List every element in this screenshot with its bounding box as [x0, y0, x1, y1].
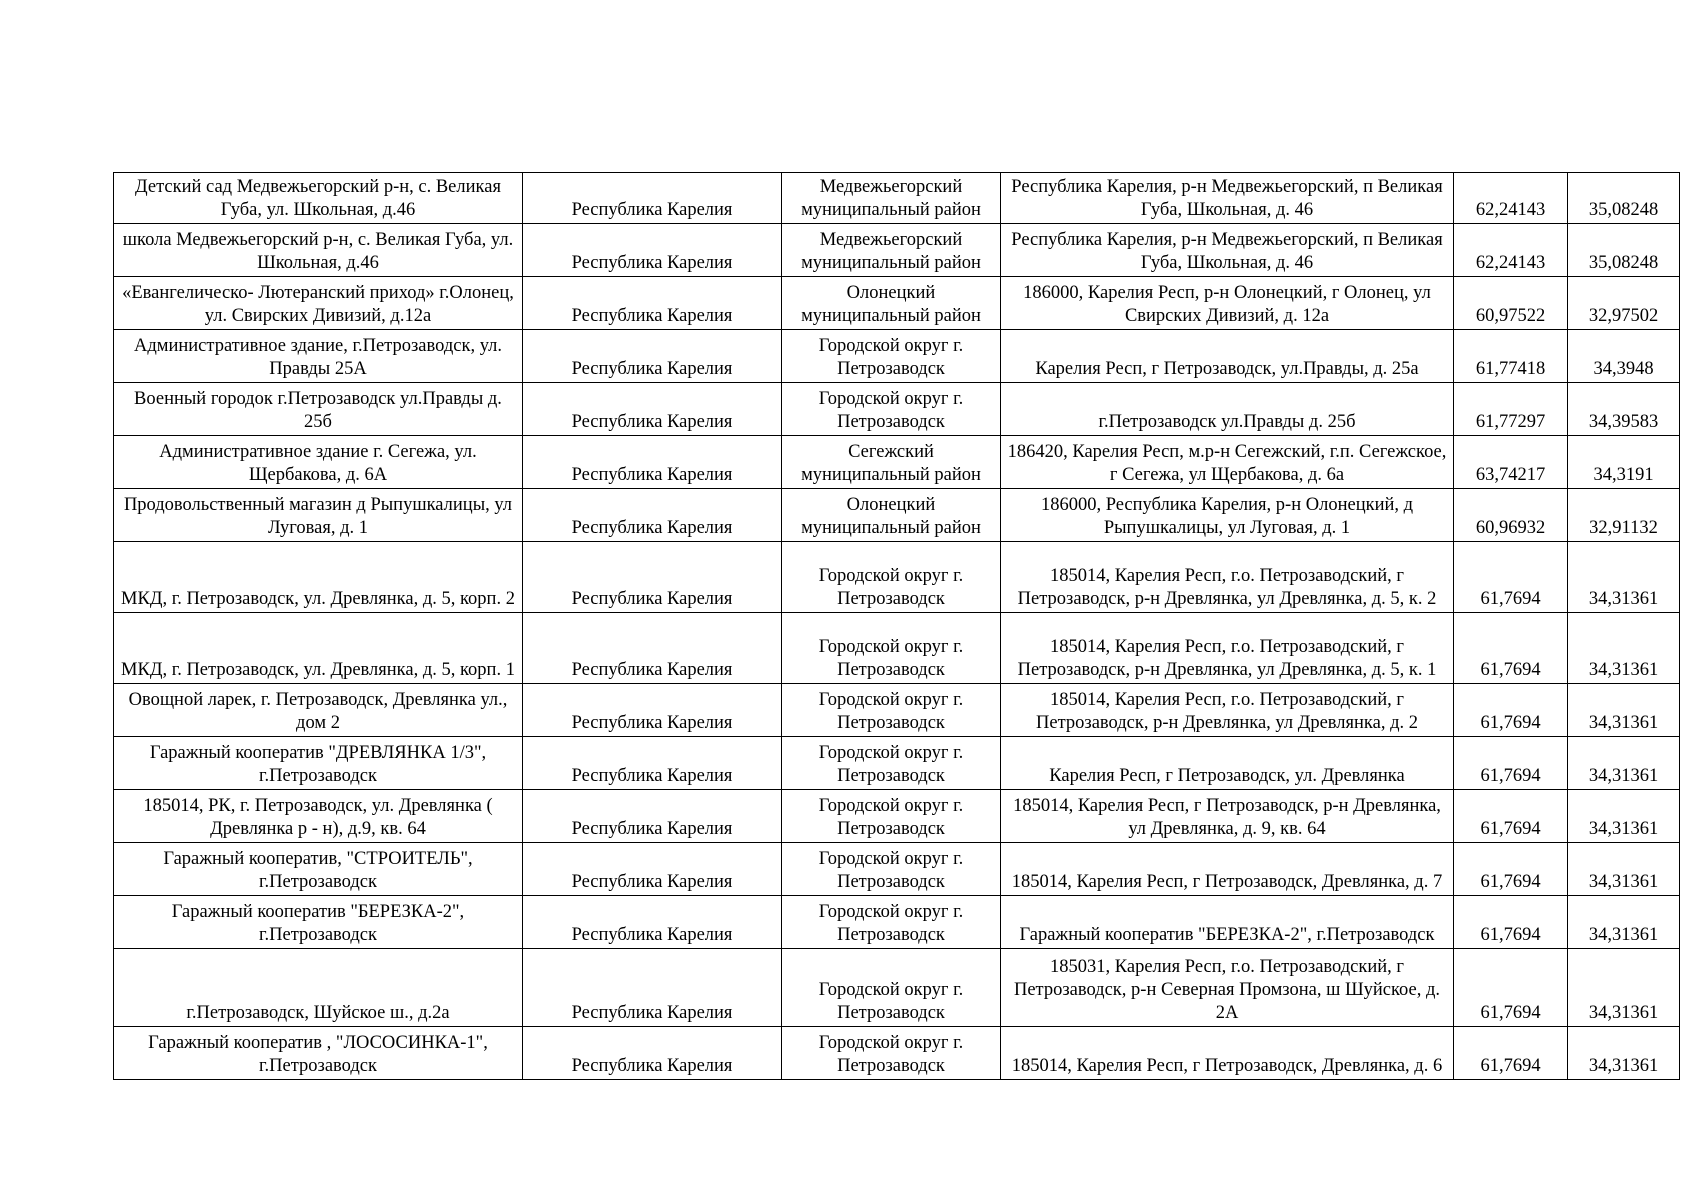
table-row — [114, 949, 1680, 1027]
region-cell: Республика Карелия — [523, 949, 782, 1027]
object-name-cell: г.Петрозаводск, Шуйское ш., д.2а — [114, 949, 523, 1027]
latitude-cell: 61,7694 — [1454, 737, 1568, 790]
address-cell: 186420, Карелия Респ, м.р-н Сегежский, г.п. Сегежское, г Сегежа, ул Щербакова, д. 6а — [1001, 436, 1454, 489]
municipality-cell: Городской округ г. Петрозаводск — [782, 896, 1001, 949]
latitude-cell: 61,7694 — [1454, 843, 1568, 896]
municipality-cell: Городской округ г. Петрозаводск — [782, 949, 1001, 1027]
municipality-cell: Городской округ г. Петрозаводск — [782, 613, 1001, 684]
latitude-cell: 60,96932 — [1454, 489, 1568, 542]
municipality-cell: Городской округ г. Петрозаводск — [782, 542, 1001, 613]
object-name-cell: Административное здание, г.Петрозаводск, ул. Правды 25А — [114, 330, 523, 383]
region-cell: Республика Карелия — [523, 613, 782, 684]
object-name-cell: Гаражный кооператив "ДРЕВЛЯНКА 1/3", г.Петрозаводск — [114, 737, 523, 790]
table-row — [114, 330, 1680, 383]
longitude-cell: 35,08248 — [1568, 224, 1680, 277]
latitude-cell: 61,7694 — [1454, 613, 1568, 684]
address-cell: г.Петрозаводск ул.Правды д. 25б — [1001, 383, 1454, 436]
region-cell: Республика Карелия — [523, 542, 782, 613]
region-cell: Республика Карелия — [523, 383, 782, 436]
region-cell: Республика Карелия — [523, 684, 782, 737]
latitude-cell: 61,7694 — [1454, 896, 1568, 949]
objects-table — [113, 172, 1680, 1080]
region-cell: Республика Карелия — [523, 277, 782, 330]
longitude-cell: 34,31361 — [1568, 684, 1680, 737]
address-cell: 185031, Карелия Респ, г.о. Петрозаводский, г Петрозаводск, р-н Северная Промзона, ш Шуйское, д. 2А — [1001, 949, 1454, 1027]
table-row — [114, 790, 1680, 843]
longitude-cell: 34,31361 — [1568, 843, 1680, 896]
latitude-cell: 61,7694 — [1454, 1027, 1568, 1080]
longitude-cell: 34,31361 — [1568, 737, 1680, 790]
longitude-cell: 34,39583 — [1568, 383, 1680, 436]
latitude-cell: 61,77297 — [1454, 383, 1568, 436]
municipality-cell: Городской округ г. Петрозаводск — [782, 843, 1001, 896]
longitude-cell: 34,31361 — [1568, 896, 1680, 949]
longitude-cell: 34,3948 — [1568, 330, 1680, 383]
object-name-cell: Военный городок г.Петрозаводск ул.Правды д. 25б — [114, 383, 523, 436]
table-row — [114, 173, 1680, 224]
municipality-cell: Городской округ г. Петрозаводск — [782, 383, 1001, 436]
longitude-cell: 34,31361 — [1568, 542, 1680, 613]
address-cell: 185014, Карелия Респ, г Петрозаводск, Древлянка, д. 6 — [1001, 1027, 1454, 1080]
object-name-cell: МКД, г. Петрозаводск, ул. Древлянка, д. 5, корп. 2 — [114, 542, 523, 613]
longitude-cell: 32,91132 — [1568, 489, 1680, 542]
table-row — [114, 843, 1680, 896]
municipality-cell: Медвежьегорский муниципальный район — [782, 224, 1001, 277]
table-row — [114, 489, 1680, 542]
municipality-cell: Городской округ г. Петрозаводск — [782, 790, 1001, 843]
address-cell: 185014, Карелия Респ, г Петрозаводск, р-н Древлянка, ул Древлянка, д. 9, кв. 64 — [1001, 790, 1454, 843]
object-name-cell: Гаражный кооператив , "ЛОСОСИНКА-1", г.Петрозаводск — [114, 1027, 523, 1080]
address-cell: Республика Карелия, р-н Медвежьегорский, п Великая Губа, Школьная, д. 46 — [1001, 224, 1454, 277]
region-cell: Республика Карелия — [523, 330, 782, 383]
address-cell: 185014, Карелия Респ, г Петрозаводск, Древлянка, д. 7 — [1001, 843, 1454, 896]
table-row — [114, 224, 1680, 277]
longitude-cell: 32,97502 — [1568, 277, 1680, 330]
table-row — [114, 1027, 1680, 1080]
table-row — [114, 542, 1680, 613]
table-row — [114, 684, 1680, 737]
latitude-cell: 60,97522 — [1454, 277, 1568, 330]
latitude-cell: 61,7694 — [1454, 684, 1568, 737]
region-cell: Республика Карелия — [523, 436, 782, 489]
object-name-cell: МКД, г. Петрозаводск, ул. Древлянка, д. 5, корп. 1 — [114, 613, 523, 684]
object-name-cell: 185014, РК, г. Петрозаводск, ул. Древлянка ( Древлянка р - н), д.9, кв. 64 — [114, 790, 523, 843]
longitude-cell: 34,31361 — [1568, 790, 1680, 843]
municipality-cell: Городской округ г. Петрозаводск — [782, 330, 1001, 383]
region-cell: Республика Карелия — [523, 1027, 782, 1080]
object-name-cell: Гаражный кооператив "БЕРЕЗКА-2", г.Петрозаводск — [114, 896, 523, 949]
municipality-cell: Городской округ г. Петрозаводск — [782, 737, 1001, 790]
municipality-cell: Городской округ г. Петрозаводск — [782, 1027, 1001, 1080]
latitude-cell: 63,74217 — [1454, 436, 1568, 489]
region-cell: Республика Карелия — [523, 224, 782, 277]
municipality-cell: Медвежьегорский муниципальный район — [782, 173, 1001, 224]
region-cell: Республика Карелия — [523, 489, 782, 542]
address-cell: 185014, Карелия Респ, г.о. Петрозаводский, г Петрозаводск, р-н Древлянка, ул Древлянка, д. 2 — [1001, 684, 1454, 737]
latitude-cell: 61,77418 — [1454, 330, 1568, 383]
objects-table-body — [114, 173, 1680, 1080]
longitude-cell: 34,31361 — [1568, 949, 1680, 1027]
address-cell: 186000, Республика Карелия, р-н Олонецкий, д Рыпушкалицы, ул Луговая, д. 1 — [1001, 489, 1454, 542]
longitude-cell: 34,31361 — [1568, 1027, 1680, 1080]
longitude-cell: 34,3191 — [1568, 436, 1680, 489]
latitude-cell: 62,24143 — [1454, 173, 1568, 224]
address-cell: Гаражный кооператив "БЕРЕЗКА-2", г.Петрозаводск — [1001, 896, 1454, 949]
table-row — [114, 896, 1680, 949]
latitude-cell: 62,24143 — [1454, 224, 1568, 277]
latitude-cell: 61,7694 — [1454, 542, 1568, 613]
table-row — [114, 737, 1680, 790]
municipality-cell: Городской округ г. Петрозаводск — [782, 684, 1001, 737]
object-name-cell: школа Медвежьегорский р-н, с. Великая Губа, ул. Школьная, д.46 — [114, 224, 523, 277]
object-name-cell: Продовольственный магазин д Рыпушкалицы, ул Луговая, д. 1 — [114, 489, 523, 542]
region-cell: Республика Карелия — [523, 896, 782, 949]
region-cell: Республика Карелия — [523, 843, 782, 896]
object-name-cell: Административное здание г. Сегежа, ул. Щербакова, д. 6А — [114, 436, 523, 489]
region-cell: Республика Карелия — [523, 790, 782, 843]
table-row — [114, 613, 1680, 684]
address-cell: 185014, Карелия Респ, г.о. Петрозаводский, г Петрозаводск, р-н Древлянка, ул Древлянка, д. 5, к. 2 — [1001, 542, 1454, 613]
table-row — [114, 436, 1680, 489]
municipality-cell: Олонецкий муниципальный район — [782, 277, 1001, 330]
address-cell: Карелия Респ, г Петрозаводск, ул.Правды, д. 25а — [1001, 330, 1454, 383]
longitude-cell: 35,08248 — [1568, 173, 1680, 224]
address-cell: Карелия Респ, г Петрозаводск, ул. Древлянка — [1001, 737, 1454, 790]
address-cell: Республика Карелия, р-н Медвежьегорский, п Великая Губа, Школьная, д. 46 — [1001, 173, 1454, 224]
address-cell: 185014, Карелия Респ, г.о. Петрозаводский, г Петрозаводск, р-н Древлянка, ул Древлянка, д. 5, к. 1 — [1001, 613, 1454, 684]
object-name-cell: «Евангелическо- Лютеранский приход» г.Олонец, ул. Свирских Дивизий, д.12а — [114, 277, 523, 330]
object-name-cell: Детский сад Медвежьегорский р-н, с. Великая Губа, ул. Школьная, д.46 — [114, 173, 523, 224]
municipality-cell: Сегежский муниципальный район — [782, 436, 1001, 489]
table-row — [114, 277, 1680, 330]
region-cell: Республика Карелия — [523, 737, 782, 790]
latitude-cell: 61,7694 — [1454, 949, 1568, 1027]
address-cell: 186000, Карелия Респ, р-н Олонецкий, г Олонец, ул Свирских Дивизий, д. 12а — [1001, 277, 1454, 330]
object-name-cell: Гаражный кооператив, "СТРОИТЕЛЬ", г.Петрозаводск — [114, 843, 523, 896]
table-row — [114, 383, 1680, 436]
latitude-cell: 61,7694 — [1454, 790, 1568, 843]
longitude-cell: 34,31361 — [1568, 613, 1680, 684]
object-name-cell: Овощной ларек, г. Петрозаводск, Древлянка ул., дом 2 — [114, 684, 523, 737]
region-cell: Республика Карелия — [523, 173, 782, 224]
municipality-cell: Олонецкий муниципальный район — [782, 489, 1001, 542]
